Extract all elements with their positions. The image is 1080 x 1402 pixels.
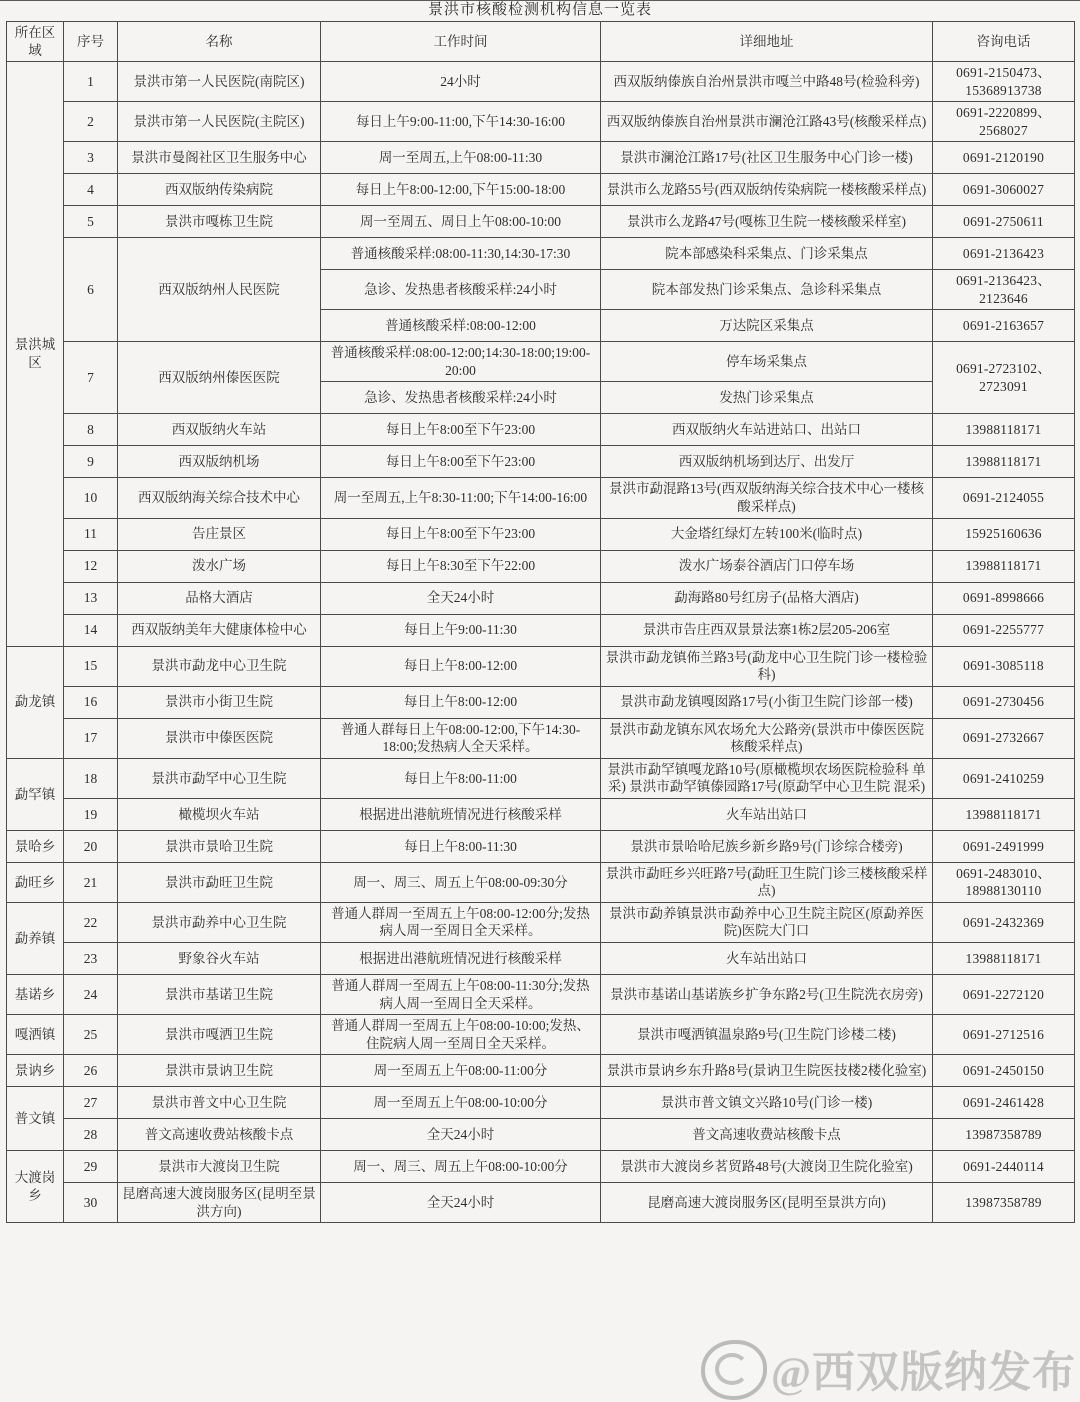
work-hours: 急诊、发热患者核酸采样:24小时: [321, 270, 601, 310]
work-hours: 每日上午9:00-11:30: [321, 614, 601, 646]
swirl-logo-icon: [701, 1340, 767, 1400]
work-hours: 周一至周五,上午8:30-11:00;下午14:00-16:00: [321, 478, 601, 518]
page-title: 景洪市核酸检测机构信息一览表: [0, 0, 1080, 21]
work-hours: 每日上午8:00-12:00: [321, 686, 601, 718]
address: 景洪市基诺山基诺族乡扩争东路2号(卫生院洗衣房旁): [601, 975, 933, 1015]
phone-number: 0691-2723102、2723091: [933, 342, 1075, 414]
institution-name: 西双版纳机场: [118, 446, 321, 478]
column-header-region: 所在区域: [7, 22, 64, 62]
work-hours: 普通核酸采样:08:00-12:00;14:30-18:00;19:00-20:00: [321, 342, 601, 382]
region-cell: 景哈乡: [7, 830, 64, 862]
table-row: [7, 1183, 1075, 1223]
address: 西双版纳傣族自治州景洪市嘎兰中路48号(检验科旁): [601, 62, 933, 102]
phone-number: 0691-2220899、2568027: [933, 102, 1075, 142]
table-row: [7, 414, 1075, 446]
address: 景洪市勐龙镇嘎囡路17号(小街卫生院门诊部一楼): [601, 686, 933, 718]
institution-name: 西双版纳传染病院: [118, 174, 321, 206]
work-hours: 周一、周三、周五上午08:00-10:00分: [321, 1151, 601, 1183]
work-hours: 每日上午8:00-11:00: [321, 758, 601, 798]
row-number: 12: [64, 550, 118, 582]
phone-number: 0691-2730456: [933, 686, 1075, 718]
table-row: [7, 830, 1075, 862]
region-cell: 普文镇: [7, 1087, 64, 1151]
header-row: [7, 22, 1075, 62]
address: 景洪市么龙路47号(嘎栋卫生院一楼核酸采样室): [601, 206, 933, 238]
address: 停车场采集点: [601, 342, 933, 382]
table-row: [7, 102, 1075, 142]
row-number: 25: [64, 1015, 118, 1055]
row-number: 22: [64, 902, 118, 942]
table-row: [7, 902, 1075, 942]
table-row: [7, 62, 1075, 102]
address: 普文高速收费站核酸卡点: [601, 1119, 933, 1151]
phone-number: 0691-2272120: [933, 975, 1075, 1015]
row-number: 16: [64, 686, 118, 718]
work-hours: 普通核酸采样:08:00-12:00: [321, 310, 601, 342]
testing-sites-table: [6, 21, 1075, 1223]
table-row: [7, 550, 1075, 582]
table-row: [7, 686, 1075, 718]
work-hours: 根据进出港航班情况进行核酸采样: [321, 798, 601, 830]
table-row: [7, 342, 1075, 382]
institution-name: 景洪市普文中心卫生院: [118, 1087, 321, 1119]
work-hours: 周一至周五,上午08:00-11:30: [321, 142, 601, 174]
table-row: [7, 1151, 1075, 1183]
work-hours: 每日上午8:00至下午23:00: [321, 518, 601, 550]
phone-number: 15925160636: [933, 518, 1075, 550]
column-header-no: 序号: [64, 22, 118, 62]
row-number: 9: [64, 446, 118, 478]
address: 景洪市告庄西双景景法寨1栋2层205-206室: [601, 614, 933, 646]
table-row: [7, 1087, 1075, 1119]
institution-name: 野象谷火车站: [118, 943, 321, 975]
table-row: [7, 1015, 1075, 1055]
work-hours: 根据进出港航班情况进行核酸采样: [321, 943, 601, 975]
address: 景洪市景讷乡东升路8号(景讷卫生院医技楼2楼化验室): [601, 1055, 933, 1087]
phone-number: 0691-2255777: [933, 614, 1075, 646]
work-hours: 24小时: [321, 62, 601, 102]
institution-name: 景洪市嘎洒卫生院: [118, 1015, 321, 1055]
institution-name: 景洪市勐养中心卫生院: [118, 902, 321, 942]
row-number: 18: [64, 758, 118, 798]
table-body: [7, 62, 1075, 1223]
table-header: [7, 22, 1075, 62]
table-row: [7, 646, 1075, 686]
phone-number: 13987358789: [933, 1119, 1075, 1151]
institution-name: 西双版纳州傣医医院: [118, 342, 321, 414]
address: 景洪市嘎洒镇温泉路9号(卫生院门诊楼二楼): [601, 1015, 933, 1055]
institution-name: 景洪市第一人民医院(南院区): [118, 62, 321, 102]
phone-number: 13987358789: [933, 1183, 1075, 1223]
row-number: 7: [64, 342, 118, 414]
row-number: 23: [64, 943, 118, 975]
table-row: [7, 758, 1075, 798]
watermark: [701, 1339, 1076, 1400]
column-header-address: 详细地址: [601, 22, 933, 62]
work-hours: 全天24小时: [321, 1183, 601, 1223]
table-row: [7, 975, 1075, 1015]
column-header-time: 工作时间: [321, 22, 601, 62]
institution-name: 西双版纳美年大健康体检中心: [118, 614, 321, 646]
table-row: [7, 478, 1075, 518]
work-hours: 急诊、发热患者核酸采样:24小时: [321, 382, 601, 414]
phone-number: 0691-2150473、15368913738: [933, 62, 1075, 102]
address: 勐海路80号红房子(品格大酒店): [601, 582, 933, 614]
phone-number: 0691-2432369: [933, 902, 1075, 942]
address: 景洪市澜沧江路17号(社区卫生服务中心门诊一楼): [601, 142, 933, 174]
work-hours: 周一、周三、周五上午08:00-09:30分: [321, 862, 601, 902]
phone-number: 0691-3060027: [933, 174, 1075, 206]
phone-number: 0691-2461428: [933, 1087, 1075, 1119]
address: 西双版纳火车站进站口、出站口: [601, 414, 933, 446]
table-row: [7, 943, 1075, 975]
region-cell: 基诺乡: [7, 975, 64, 1015]
work-hours: 全天24小时: [321, 582, 601, 614]
address: 院本部感染科采集点、门诊采集点: [601, 238, 933, 270]
address: 景洪市么龙路55号(西双版纳传染病院一楼核酸采样点): [601, 174, 933, 206]
phone-number: 0691-2163657: [933, 310, 1075, 342]
address: 景洪市勐罕镇嘎龙路10号(原橄榄坝农场医院检验科 单采) 景洪市勐罕镇傣园路17号(原勐罕中心卫生院 混采): [601, 758, 933, 798]
column-header-name: 名称: [118, 22, 321, 62]
phone-number: 0691-8998666: [933, 582, 1075, 614]
address: 火车站出站口: [601, 798, 933, 830]
row-number: 13: [64, 582, 118, 614]
region-cell: 嘎洒镇: [7, 1015, 64, 1055]
row-number: 8: [64, 414, 118, 446]
row-number: 30: [64, 1183, 118, 1223]
institution-name: 景洪市勐罕中心卫生院: [118, 758, 321, 798]
row-number: 10: [64, 478, 118, 518]
address: 大金塔红绿灯左转100米(临时点): [601, 518, 933, 550]
address: 西双版纳傣族自治州景洪市澜沧江路43号(核酸采样点): [601, 102, 933, 142]
region-cell: 勐罕镇: [7, 758, 64, 830]
phone-number: 0691-2450150: [933, 1055, 1075, 1087]
row-number: 3: [64, 142, 118, 174]
work-hours: 普通核酸采样:08:00-11:30,14:30-17:30: [321, 238, 601, 270]
address: 景洪市普文镇文兴路10号(门诊一楼): [601, 1087, 933, 1119]
work-hours: 普通人群每日上午08:00-12:00,下午14:30-18:00;发热病人全天采样。: [321, 718, 601, 758]
phone-number: 13988118171: [933, 943, 1075, 975]
work-hours: 全天24小时: [321, 1119, 601, 1151]
row-number: 27: [64, 1087, 118, 1119]
institution-name: 西双版纳海关综合技术中心: [118, 478, 321, 518]
institution-name: 西双版纳州人民医院: [118, 238, 321, 342]
work-hours: 周一至周五、周日上午08:00-10:00: [321, 206, 601, 238]
region-cell: 勐旺乡: [7, 862, 64, 902]
phone-number: 0691-2483010、18988130110: [933, 862, 1075, 902]
address: 景洪市勐混路13号(西双版纳海关综合技术中心一楼核酸采样点): [601, 478, 933, 518]
phone-number: 0691-2712516: [933, 1015, 1075, 1055]
address: 西双版纳机场到达厅、出发厅: [601, 446, 933, 478]
row-number: 17: [64, 718, 118, 758]
table-row: [7, 718, 1075, 758]
phone-number: 13988118171: [933, 798, 1075, 830]
work-hours: 每日上午8:00至下午23:00: [321, 414, 601, 446]
phone-number: 0691-2732667: [933, 718, 1075, 758]
address: 昆磨高速大渡岗服务区(昆明至景洪方向): [601, 1183, 933, 1223]
table-row: [7, 614, 1075, 646]
row-number: 19: [64, 798, 118, 830]
work-hours: 每日上午9:00-11:00,下午14:30-16:00: [321, 102, 601, 142]
work-hours: 每日上午8:30至下午22:00: [321, 550, 601, 582]
table-row: [7, 518, 1075, 550]
row-number: 24: [64, 975, 118, 1015]
address: 景洪市勐养镇景洪市勐养中心卫生院主院区(原勐养医院)医院大门口: [601, 902, 933, 942]
institution-name: 景洪市曼阁社区卫生服务中心: [118, 142, 321, 174]
work-hours: 周一至周五上午08:00-10:00分: [321, 1087, 601, 1119]
institution-name: 昆磨高速大渡岗服务区(昆明至景洪方向): [118, 1183, 321, 1223]
table-row: [7, 582, 1075, 614]
institution-name: 景洪市嘎栋卫生院: [118, 206, 321, 238]
phone-number: 0691-2440114: [933, 1151, 1075, 1183]
table-row: [7, 1055, 1075, 1087]
row-number: 21: [64, 862, 118, 902]
region-cell: 大渡岗乡: [7, 1151, 64, 1223]
phone-number: 0691-2491999: [933, 830, 1075, 862]
institution-name: 西双版纳火车站: [118, 414, 321, 446]
row-number: 11: [64, 518, 118, 550]
institution-name: 橄榄坝火车站: [118, 798, 321, 830]
phone-number: 0691-2124055: [933, 478, 1075, 518]
institution-name: 景洪市景讷卫生院: [118, 1055, 321, 1087]
row-number: 28: [64, 1119, 118, 1151]
address: 景洪市景哈哈尼族乡新乡路9号(门诊综合楼旁): [601, 830, 933, 862]
work-hours: 每日上午8:00-12:00,下午15:00-18:00: [321, 174, 601, 206]
phone-number: 13988118171: [933, 414, 1075, 446]
work-hours: 周一至周五上午08:00-11:00分: [321, 1055, 601, 1087]
phone-number: 13988118171: [933, 446, 1075, 478]
address: 万达院区采集点: [601, 310, 933, 342]
table-row: [7, 446, 1075, 478]
work-hours: 普通人群周一至周五上午08:00-10:00;发热、住院病人周一至周日全天采样。: [321, 1015, 601, 1055]
address: 泼水广场泰谷酒店门口停车场: [601, 550, 933, 582]
watermark-handle: @西双版纳发布: [771, 1350, 1076, 1397]
row-number: 29: [64, 1151, 118, 1183]
row-number: 20: [64, 830, 118, 862]
table-row: [7, 238, 1075, 270]
institution-name: 景洪市大渡岗卫生院: [118, 1151, 321, 1183]
table-row: [7, 206, 1075, 238]
row-number: 1: [64, 62, 118, 102]
work-hours: 每日上午8:00-11:30: [321, 830, 601, 862]
work-hours: 普通人群周一至周五上午08:00-12:00分;发热病人周一至周日全天采样。: [321, 902, 601, 942]
institution-name: 普文高速收费站核酸卡点: [118, 1119, 321, 1151]
row-number: 6: [64, 238, 118, 342]
table-row: [7, 174, 1075, 206]
address: 院本部发热门诊采集点、急诊科采集点: [601, 270, 933, 310]
table-row: [7, 1119, 1075, 1151]
institution-name: 景洪市基诺卫生院: [118, 975, 321, 1015]
row-number: 26: [64, 1055, 118, 1087]
table-row: [7, 862, 1075, 902]
phone-number: 0691-2136423、2123646: [933, 270, 1075, 310]
institution-name: 景洪市勐龙中心卫生院: [118, 646, 321, 686]
phone-number: 13988118171: [933, 550, 1075, 582]
work-hours: 每日上午8:00-12:00: [321, 646, 601, 686]
institution-name: 景洪市第一人民医院(主院区): [118, 102, 321, 142]
row-number: 4: [64, 174, 118, 206]
row-number: 5: [64, 206, 118, 238]
address: 发热门诊采集点: [601, 382, 933, 414]
address: 景洪市勐龙镇东风农场允大公路旁(景洪市中傣医医院核酸采样点): [601, 718, 933, 758]
row-number: 14: [64, 614, 118, 646]
institution-name: 泼水广场: [118, 550, 321, 582]
address: 火车站出站口: [601, 943, 933, 975]
table-row: [7, 798, 1075, 830]
row-number: 2: [64, 102, 118, 142]
work-hours: 每日上午8:00至下午23:00: [321, 446, 601, 478]
address: 景洪市大渡岗乡茗贸路48号(大渡岗卫生院化验室): [601, 1151, 933, 1183]
table-row: [7, 142, 1075, 174]
institution-name: 景洪市勐旺卫生院: [118, 862, 321, 902]
work-hours: 普通人群周一至周五上午08:00-11:30分;发热病人周一至周日全天采样。: [321, 975, 601, 1015]
institution-name: 景洪市景哈卫生院: [118, 830, 321, 862]
region-cell: 勐养镇: [7, 902, 64, 974]
phone-number: 0691-3085118: [933, 646, 1075, 686]
phone-number: 0691-2750611: [933, 206, 1075, 238]
address: 景洪市勐龙镇佈兰路3号(勐龙中心卫生院门诊一楼检验科): [601, 646, 933, 686]
phone-number: 0691-2120190: [933, 142, 1075, 174]
row-number: 15: [64, 646, 118, 686]
region-cell: 勐龙镇: [7, 646, 64, 758]
region-cell: 景讷乡: [7, 1055, 64, 1087]
phone-number: 0691-2136423: [933, 238, 1075, 270]
institution-name: 景洪市中傣医医院: [118, 718, 321, 758]
column-header-phone: 咨询电话: [933, 22, 1075, 62]
address: 景洪市勐旺乡兴旺路7号(勐旺卫生院门诊三楼核酸采样点): [601, 862, 933, 902]
region-cell: 景洪城区: [7, 62, 64, 646]
institution-name: 品格大酒店: [118, 582, 321, 614]
institution-name: 告庄景区: [118, 518, 321, 550]
phone-number: 0691-2410259: [933, 758, 1075, 798]
institution-name: 景洪市小街卫生院: [118, 686, 321, 718]
